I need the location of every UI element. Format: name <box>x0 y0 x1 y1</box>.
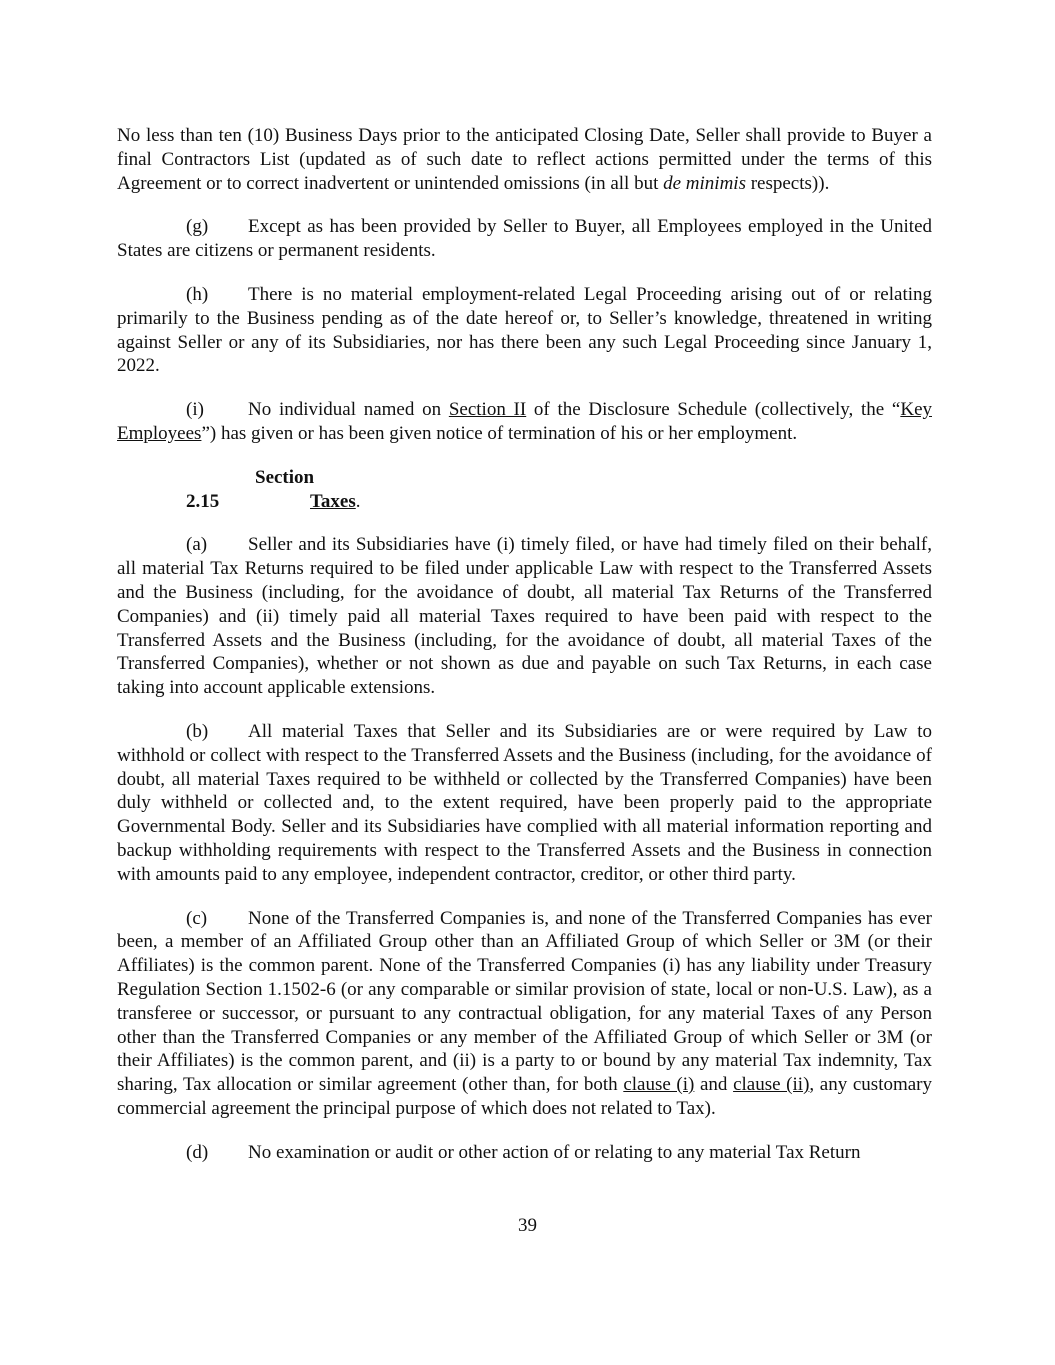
page-number: 39 <box>518 1215 537 1236</box>
paragraph-i: (i) No individual named on Section II of the Disclosure Schedule (collectively, the “Key Employees”) has given or has been given notice of termination of his or her employment. <box>117 399 932 444</box>
clause-label: (d) <box>186 1141 209 1163</box>
defined-term: Key Employees <box>117 399 932 444</box>
italic-term: de minimis <box>663 172 746 194</box>
clause-label: (a) <box>186 534 208 556</box>
paragraph-b: (b) All material Taxes that Seller and its Subsidiaries are or were required by Law to withhold or collect with respect to the Transferred Assets and the Business (including, for the avoidance of doubt, all material Taxes required to be withheld or collected by the Transferred Companies) have been duly withheld or collected and, to the extent required, have been properly paid to the appropriate Governmental Body. Seller and its Subsidiaries have complied with all material information reporting and backup withholding requirements with respect to the Transferred Assets and the Business in connection with amounts paid to any employee, independent contractor, creditor, or other third party. <box>117 720 932 885</box>
clause-label: (i) <box>186 399 204 421</box>
section-heading: Section 2.15 Taxes. <box>186 466 361 512</box>
clause-label: (h) <box>186 283 209 305</box>
paragraph-a: (a) Seller and its Subsidiaries have (i) timely filed, or have had timely filed on their behalf, all material Tax Returns required to be filed under applicable Law with respect to the Transferred Assets and the Business (including, for the avoidance of doubt, all material Tax Returns of the Transferred Companies) and (ii) timely paid all material Taxes required to have been paid with respect to the Transferred Assets and the Business (including, for the avoidance of doubt, all material Taxes of the Transferred Companies), whether or not shown as due and payable on such Tax Returns, in each case taking into account applicable extensions. <box>117 534 932 699</box>
section-title: Taxes <box>310 490 356 512</box>
section-number: Section 2.15 <box>186 466 315 512</box>
paragraph-c: (c) None of the Transferred Companies is, and none of the Transferred Companies has ever been, a member of an Affiliated Group other than an Affiliated Group of which Seller or 3M (or their Affiliates) is the common parent. None of the Transferred Companies (i) has any liability under Treasury Regulation Section 1.1502-6 (or any comparable or similar provision of state, local or non-U.S. Law), as a transferee or successor, or pursuant to any contractual obligation, for any material Taxes of any Person other than the Transferred Companies or any member of the Affiliated Group of which Seller or 3M (or their Affiliates) is the common parent, and (ii) is a party to or bound by any material Tax indemnity, Tax sharing, Tax allocation or similar agreement (other than, for both clause (i) and clause (ii), any customary commercial agreement the principal purpose of which does not related to Tax). <box>117 907 933 1119</box>
paragraph-d: (d) No examination or audit or other action of or relating to any material Tax Return <box>186 1141 861 1163</box>
document-page <box>117 124 932 1184</box>
section-reference: Section II <box>448 399 527 421</box>
clause-reference: clause (i) <box>623 1074 695 1096</box>
paragraph-intro: No less than ten (10) Business Days prior to the anticipated Closing Date, Seller shall provide to Buyer a final Contractors List (updated as of such date to reflect actions permitted under the terms of this Agreement or to correct inadvertent or unintended omissions (in all but de minimis respects)). <box>117 125 932 194</box>
clause-label: (c) <box>186 907 208 929</box>
clause-label: (b) <box>186 720 209 742</box>
paragraph-h: (h) There is no material employment-related Legal Proceeding arising out of or relating primarily to the Business pending as of the date hereof or, to Seller’s knowledge, threatened in writing against Seller or any of its Subsidiaries, nor has there been any such Legal Proceeding since January 1, 2022. <box>117 283 932 377</box>
clause-label: (g) <box>186 216 209 238</box>
clause-reference: clause (ii) <box>733 1074 810 1096</box>
paragraph-g: (g) Except as has been provided by Seller to Buyer, all Employees employed in the United States are citizens or permanent residents. <box>117 216 932 262</box>
